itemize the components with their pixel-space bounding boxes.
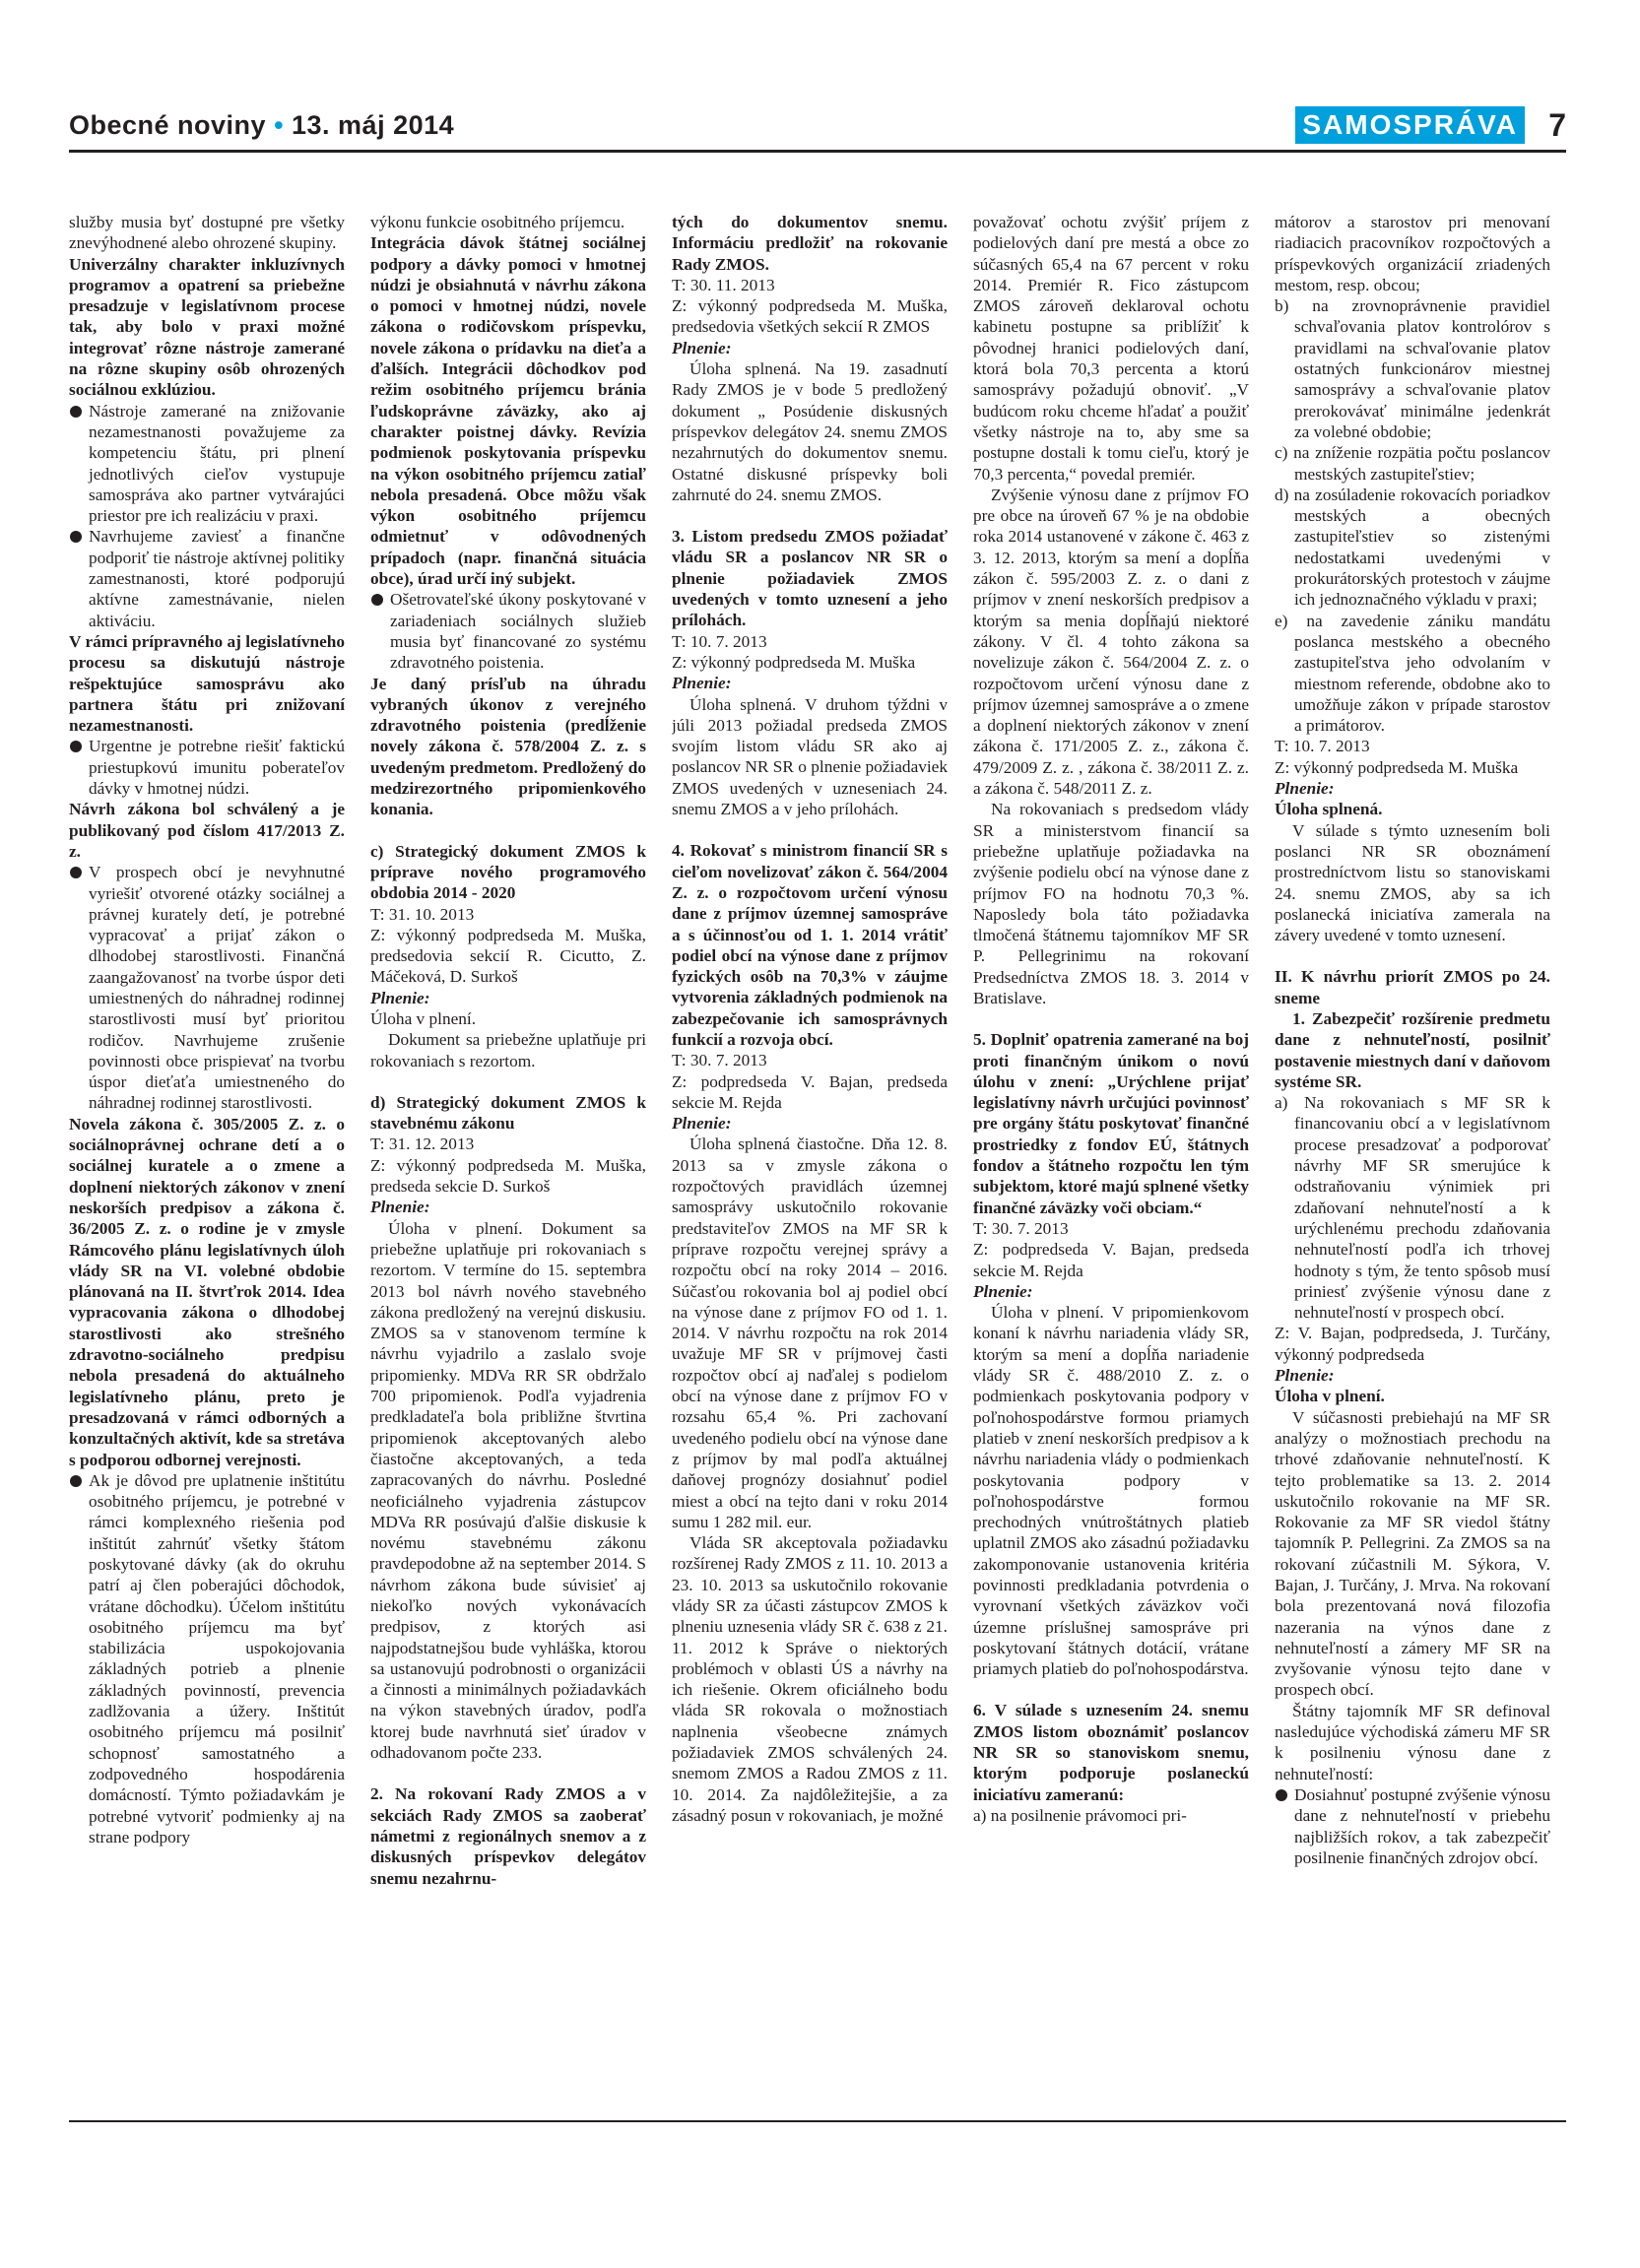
section-heading: 5. Doplniť opatrenia zamerané na boj proti finančným únikom o novú úlohu v znení: „Urýchlene prijať legislatívny návrh určujúci povinnosť pre orgány štátu poskytovať finančné prostriedky z fondov EÚ, štátnych fondov a štátneho rozpočtu len tým subjektom, ktoré majú splnené všetky finančné záväzky voči obciam.“ xyxy=(973,1030,1249,1217)
paragraph: Štátny tajomník MF SR definoval nasledujúce východiská zámeru MF SR k posilneniu výnosu dane z nehnuteľností: xyxy=(1275,1701,1550,1783)
bold-paragraph: Je daný prísľub na úhradu vybraných úkonov z verejného zdravotného poistenia (predĺženie novely zákona č. 578/2004 Z. z. s uvedeným predmetom. Predložený do medzirezortného pripomienkového konania. xyxy=(370,674,646,819)
paragraph: služby musia byť dostupné pre všetky znevýhodnené alebo ohrozené skupiny. xyxy=(69,213,345,253)
paragraph: T: 31. 10. 2013 xyxy=(370,904,475,924)
bold-paragraph: Novela zákona č. 305/2005 Z. z. o sociálnoprávnej ochrane detí a o sociálnej kuratele a o zmene a doplnení niektorých zákonov v znení neskorších predpisov a zákona č. 36/2005 Z. z. o rodine je v zmysle Rámcového plánu legislatívnych úloh vlády SR na VI. volebné obdobie plánovaná na II. štvrťrok 2014. Idea vypracovania zákona o dlhodobej starostlivosti ako strešného zdravotno-sociálneho predpisu nebola presadená do aktuálneho legislatívneho plánu, preto je presadzovaná v rámci odborných a konzultačných aktivít, kde sa stretáva s podporou odbornej verejnosti. xyxy=(69,1114,345,1469)
paragraph: Z: výkonný podpredseda M. Muška, predsedovia sekcií R. Cicutto, Z. Máčeková, D. Surkoš xyxy=(370,925,646,987)
text-column-5 xyxy=(1275,212,1550,2107)
plnenie-label: Plnenie: xyxy=(973,1281,1033,1301)
paragraph: Z: výkonný podpredseda M. Muška xyxy=(672,652,916,672)
paragraph: Úloha splnená. V druhom týždni v júli 2013 požiadal predseda ZMOS svojím listom vládu SR ako aj poslancov NR SR o plnenie požiadaviek ZMOS uvedených v uzneseniach 24. snemu ZMOS a v jeho prílohách. xyxy=(672,694,948,819)
bold-paragraph: Integrácia dávok štátnej sociálnej podpory a dávky pomoci v hmotnej núdzi je obsiahnutá v návrhu zákona o pomoci v hmotnej núdzi, novele zákona o rodičovskom príspevku, novele zákona o prídavku na dieťa a ďalších. Integrácii dôchodkov pod režim osobitného príjemcu bránia ľudskoprávne záväzky, ako aj charakter poistnej dávky. Revízia podmienok poskytovania príspevku na výkon osobitného príjemcu zatiaľ nebola presadená. Obce môžu však výkon osobitného príjemcu odmietnuť v odôvodnených prípadoch (napr. finančná situácia obce), úrad určí iný subjekt. xyxy=(370,233,646,589)
bullet-item: Ošetrovateľské úkony poskytované v zariadeniach sociálnych služieb musia byť financované zo systému zdravotného poistenia. xyxy=(370,589,646,673)
paragraph: Z: V. Bajan, podpredseda, J. Turčány, výkonný podpredseda xyxy=(1275,1324,1550,1364)
bullet-item: Nástroje zamerané na znižovanie nezamestnanosti považujeme za kompetenciu štátu, pri plnení jednotlivých cieľov vystupuje samospráva ako partner vytvárajúci priestor pre ich realizáciu v praxi. xyxy=(69,401,345,527)
list-item: d) na zosúladenie rokovacích poriadkov mestských a obecných zastupiteľstiev so zistenými nedostatkami uvedenými v prokurátorských protestoch v záujme ich jednoznačného výkladu v praxi; xyxy=(1275,485,1550,610)
paragraph: T: 10. 7. 2013 xyxy=(1275,737,1370,756)
paragraph: T: 30. 7. 2013 xyxy=(672,1051,767,1070)
plnenie-label: Plnenie: xyxy=(672,1114,732,1134)
masthead xyxy=(69,106,1566,148)
bold-paragraph: Úloha v plnení. xyxy=(1275,1387,1385,1406)
section-badge: SAMOSPRÁVA xyxy=(1295,106,1525,144)
paragraph: považovať ochotu zvýšiť príjem z podielových daní pre mestá a obce zo súčasných 65,4 na 67 percent v roku 2014. Premiér R. Fico zástupcom ZMOS zároveň deklaroval ochotu kabinetu postupne sa priblížiť k pôvodnej hranici podielových daní, ktorá bola 70,3 percenta a ktorú samosprávy požadujú obnoviť. „V budúcom roku chceme hľadať a použiť všetky nástroje na to, aby sme sa postupne dostali k tomu cieľu, ktorý je 70,3 percenta,“ povedal premiér. xyxy=(973,213,1249,484)
paragraph: Úloha v plnení. Dokument sa priebežne uplatňuje pri rokovaniach s rezortom. V termíne do 15. septembra 2013 bol návrh nového stavebného zákona predložený na verejnú diskusiu. ZMOS sa v stanovenom termíne k návrhu vyjadrilo a zaslalo svoje pripomienky. MDVa RR SR obdržalo 700 pripomienok. Podľa vyjadrenia predkladateľa bola približne štvrtina pripomienok akceptovaných alebo čiastočne akceptovaných, a teda zapracovaných do návrhu. Posledné neoficiálneho vyjadrenia zástupcov MDVa RR posúvajú ďalšie diskusie k novému stavebnému zákonu pravdepodobne až na september 2014. S návrhom zákona bude súvisieť aj niekoľko nových vykonávacích predpisov, z ktorých asi najpodstatnejšou bude vyhláška, ktorou sa ustanovujú podrobnosti o organizácii a činnosti a minimálnych požiadavkách na výkon stavebných úradov, podľa ktorej bude navrhnutá sieť úradov v odhadovanom počte 233. xyxy=(370,1218,646,1763)
bold-paragraph: 1. Zabezpečiť rozšírenie predmetu dane z nehnuteľností, posilniť postavenie miestnych daní v daňovom systéme SR. xyxy=(1275,1008,1550,1091)
list-item: a) Na rokovaniach s MF SR k financovaniu obcí a v legislatívnom procese presadzovať a podporovať návrhy MF SR smerujúce k odstraňovaniu výnimiek pri zdaňovaní nehnuteľností a k urýchlenému prechodu zdaňovania nehnuteľností podľa ich trhovej hodnoty s tým, že tento spôsob musí priniesť zvýšenie výnosu dane z nehnuteľností v prospech obcí. xyxy=(1275,1093,1550,1323)
paragraph: T: 30. 11. 2013 xyxy=(672,275,775,294)
paragraph: Úloha v plnení. V pripomienkovom konaní k návrhu nariadenia vlády SR, ktorým sa mení a dopĺňa nariadenie vlády SR č. 488/2010 Z. z. o podmienkach poskytovania podpory v poľnohospodárstve formou priamych platieb v znení neskorších predpisov a k návrhu nariadenia vlády o podmienkach poskytovania podpory v poľnohospodárstve formou prechodných vnútroštátnych platieb uplatnil ZMOS ako zásadnú požiadavku zakomponovanie ustanovenia kritéria povinnosti predkladania potvrdenia o vyrovnaní všetkých záväzkov voči územne príslušnej samospráve pri poskytovaní štátnych dotácií, vrátane priamych platieb do poľnohospodárstva. xyxy=(973,1303,1249,1679)
paragraph: Vláda SR akceptovala požiadavku rozšírenej Rady ZMOS z 11. 10. 2013 a 23. 10. 2013 sa uskutočnilo rokovanie vlády SR za účasti zástupcov ZMOS k plneniu uznesenia vlády SR č. 638 z 21. 11. 2012 k Správe o niektorých problémoch v oblasti ÚS a návrhy na ich riešenie. Okrem oficiálneho bodu vláda SR rokovala o možnostiach naplnenia všeobecne známych požiadaviek ZMOS schválených 24. snemom ZMOS a Radou ZMOS z 11. 10. 2014. Za najdôležitejšie, a za zásadný posun v rokovaniach, je možné xyxy=(672,1533,948,1825)
masthead-title xyxy=(69,110,454,141)
paragraph: Z: výkonný podpredseda M. Muška xyxy=(1275,757,1519,777)
paragraph: T: 30. 7. 2013 xyxy=(973,1218,1069,1238)
section-heading: 2. Na rokovaní Rady ZMOS a v sekciách Rady ZMOS sa zaoberať námetmi z regionálnych snemov a z diskusných príspevkov delegátov snemu nezahrnu- xyxy=(370,1784,646,1888)
section-heading: II. K návrhu priorít ZMOS po 24. sneme xyxy=(1275,967,1550,1007)
paragraph: T: 10. 7. 2013 xyxy=(672,631,767,651)
footer-rule xyxy=(69,2120,1566,2122)
page-number: 7 xyxy=(1548,107,1566,143)
paragraph: Úloha splnená čiastočne. Dňa 12. 8. 2013 sa v zmysle zákona o rozpočtových pravidlách územnej samosprávy uskutočnilo rokovanie predstaviteľov ZMOS na MF SR k príprave rozpočtu verejnej správy a rozpočtu obcí na roky 2014 – 2016. Súčasťou rokovania bol aj podiel obcí na výnose dane z príjmov FO od 1. 1. 2014. V návrhu rozpočtu na rok 2014 uvažuje MF SR v príjmovej časti rozpočtov obcí aj naďalej s podielom obcí na výnose dane z príjmov FO v rozsahu 65,4 %. Pri zachovaní uvedeného podielu obcí na výnose dane z príjmov by mal podľa aktuálnej daňovej prognózy dosiahnuť podiel miest a obcí na tejto dani v roku 2014 sumu 1 282 mil. eur. xyxy=(672,1134,948,1531)
paper-name: Obecné noviny xyxy=(69,110,267,140)
paragraph: mátorov a starostov pri menovaní riadiacich pracovníkov rozpočtových a príspevkových organizácií zriadených mestom, resp. obcou; xyxy=(1275,213,1550,294)
plnenie-label: Plnenie: xyxy=(1275,779,1335,799)
plnenie-label: Plnenie: xyxy=(370,1198,430,1217)
text-column-2 xyxy=(370,212,646,2107)
list-item: a) na posilnenie právomoci pri- xyxy=(973,1805,1187,1825)
paragraph: Z: výkonný podpredseda M. Muška, predseda sekcie D. Surkoš xyxy=(370,1155,646,1197)
text-column-4 xyxy=(973,212,1249,2107)
section-heading: 4. Rokovať s ministrom financií SR s cieľom novelizovať zákon č. 564/2004 Z. z. o rozpočtovom určení výnosu dane z príjmov územnej samospráve a s účinnosťou od 1. 1. 2014 vrátiť podiel obcí na výnose dane z príjmov fyzických osôb na 70,3% v záujme vytvorenia základných podmienok na zabezpečovanie ich samosprávnych funkcií a rozvoja obcí. xyxy=(672,841,948,1049)
header-rule xyxy=(69,150,1566,153)
paragraph: Zvýšenie výnosu dane z príjmov FO pre obce na úroveň 67 % je na obdobie roka 2014 ustanovené v zákone č. 463 z 3. 12. 2013, ktorým sa mení a dopĺňa zákon č. 595/2003 Z. z. o dani z príjmov v znení neskorších predpisov a ktorým sa menia dopĺňajú niektoré zákony. V čl. 4 tohto zákona sa novelizuje zákon č. 564/2004 Z. z. o rozpočtovom určení výnosu dane z príjmov územnej samospráve a o zmene a doplnení niektorých zákonov v znení zákona č. 171/2005 Z. z., zákona č. 479/2009 Z. z. , zákona č. 38/2011 Z. z. a zákona č. 548/2011 Z. z. xyxy=(973,485,1249,799)
paragraph: Z: podpredseda V. Bajan, predseda sekcie M. Rejda xyxy=(973,1240,1249,1280)
plnenie-label: Plnenie: xyxy=(370,988,430,1007)
paragraph: Na rokovaniach s predsedom vlády SR a ministerstvom financií sa priebežne uplatňuje požiadavka na zvýšenie podielu obcí na výnose dane z príjmov FO na hodnotu 70,3 %. Naposledy bola táto požiadavka tlmočená štátnemu tajomníkov MF SR P. Pellegrinimu na rokovaní Predsedníctva ZMOS 18. 3. 2014 v Bratislave. xyxy=(973,800,1249,1007)
list-item: e) na zavedenie zániku mandátu poslanca mestského a obecného zastupiteľstva jeho odvolaním v miestnom referende, obdobne ako to umožňuje zákon v prípade starostov a primátorov. xyxy=(1275,611,1550,736)
list-item: c) na zníženie rozpätia počtu poslancov mestských zastupiteľstiev; xyxy=(1275,443,1550,484)
paragraph: Z: podpredseda V. Bajan, predseda sekcie M. Rejda xyxy=(672,1071,948,1112)
bullet-item: Dosiahnuť postupné zvýšenie výnosu dane z nehnuteľností v priebehu najbližších rokov, a tak zabezpečiť posilnenie finančných zdrojov obcí. xyxy=(1275,1784,1550,1868)
separator-dot: • xyxy=(274,110,285,140)
bold-paragraph: Návrh zákona bol schválený a je publikovaný pod číslom 417/2013 Z. z. xyxy=(69,800,345,861)
plnenie-label: Plnenie: xyxy=(672,674,732,693)
section-heading: c) Strategický dokument ZMOS k príprave nového programového obdobia 2014 - 2020 xyxy=(370,841,646,903)
bullet-item: Urgentne je potrebne riešiť faktickú priestupkovú imunitu poberateľov dávky v hmotnej núdzi. xyxy=(69,736,345,799)
text-column-3 xyxy=(672,212,948,2107)
paragraph: Z: výkonný podpredseda M. Muška, predsedovia všetkých sekcií R ZMOS xyxy=(672,296,948,337)
paragraph: V súčasnosti prebiehajú na MF SR analýzy o možnostiach prechodu na trhové zdaňovanie nehnuteľností. K tejto problematike sa 13. 2. 2014 uskutočnilo rokovanie na MF SR. Rokovanie za MF SR viedol štátny tajomník P. Pellegrini. Za ZMOS sa na rokovaní zúčastnili M. Sýkora, V. Bajan, J. Turčány, J. Mrva. Na rokovaní bola prezentovaná nová filozofia nazerania na výnos dane z nehnuteľností a zámery MF SR na zvyšovanie výnosu tejto dane v prospech obcí. xyxy=(1275,1407,1550,1700)
list-item: b) na zrovnoprávnenie pravidiel schvaľovania platov kontrolórov s pravidlami na schvaľovanie platov ostatných funkcionárov miestnej samosprávy a schvaľovanie platov prerokovávať minimálne jedenkrát za volebné obdobie; xyxy=(1275,296,1550,441)
plnenie-label: Plnenie: xyxy=(1275,1366,1335,1386)
paragraph: Úloha v plnení. xyxy=(370,1008,477,1028)
bullet-item: V prospech obcí je nevyhnutné vyriešiť otvorené otázky sociálnej a právnej kurately detí, je potrebné vypracovať a prijať zákon o dlhodobej starostlivosti. Finančná zaangažovanosť na tvorbe úspor deti umiestnených do náhradnej rodinnej starostlivosti musí byť prioritou rodičov. Navrhujeme zrušenie povinnosti obce prispievať na tvorbu úspor dieťaťa umiestneného do náhradnej rodinnej starostlivosti. xyxy=(69,862,345,1114)
paragraph: V súlade s týmto uznesením boli poslanci NR SR oboznámení prostredníctvom listu so stanoviskami 24. snemu ZMOS, aby sa ich poslanecká iniciatíva zamerala na závery uvedené v tomto uznesení. xyxy=(1275,820,1550,945)
section-heading: d) Strategický dokument ZMOS k stavebnému zákonu xyxy=(370,1092,646,1134)
paragraph: Úloha splnená. Na 19. zasadnutí Rady ZMOS je v bode 5 predložený dokument „ Posúdenie diskusných príspevkov delegátov 24. snemu ZMOS nezahrnutých do dokumentov snemu. Ostatné diskusné príspevky boli zahrnuté do 24. snemu ZMOS. xyxy=(672,359,948,504)
bold-paragraph: Univerzálny charakter inkluzívnych programov a opatrení sa priebežne presadzuje v legislatívnom procese tak, aby bolo v praxi možné integrovať rôzne nástroje zamerané na rôzne skupiny osôb ohrozených sociálnou exklúziou. xyxy=(69,254,345,400)
paragraph: T: 31. 12. 2013 xyxy=(370,1134,475,1154)
section-heading: 3. Listom predsedu ZMOS požiadať vládu SR a poslancov NR SR o plnenie požiadaviek ZMOS uvedených v tomto uznesení a jeho prílohách. xyxy=(672,527,948,630)
bold-paragraph: Úloha splnená. xyxy=(1275,800,1383,819)
text-column-1 xyxy=(69,212,345,2107)
paragraph: Dokument sa priebežne uplatňuje pri rokovaniach s rezortom. xyxy=(370,1030,646,1070)
bold-paragraph: V rámci prípravného aj legislatívneho procesu sa diskutujú nástroje rešpektujúce samosprávu ako partnera štátu pri znižovaní nezamestnanosti. xyxy=(69,631,345,736)
bullet-item: Navrhujeme zaviesť a finančne podporiť tie nástroje aktívnej politiky zamestnanosti, ktoré podporujú aktívne zamestnávanie, nielen aktiváciu. xyxy=(69,526,345,630)
bullet-item: Ak je dôvod pre uplatnenie inštitútu osobitného príjemcu, je potrebné v rámci komplexného riešenia pod inštitút zahrnúť všetky štátom poskytované dávky (ak do okruhu patrí aj člen poberajúci dôchodok, vrátane dôchodku). Účelom inštitútu osobitného príjemcu ma byť stabilizácia uspokojovania základných potrieb a plnenie základných povinností, prevencia zadlžovania a úžery. Inštitút osobitného príjemcu má posilniť schopnosť samostatného a zodpovedného hospodárenia domácností. Týmto požiadavkám je potrebné vytvoriť podmienky aj na strane podpory xyxy=(69,1470,345,1847)
paragraph: výkonu funkcie osobitného príjemcu. xyxy=(370,213,625,231)
section-heading: 6. V súlade s uznesením 24. snemu ZMOS listom oboznámiť poslancov NR SR so stanoviskom snemu, ktorým podporuje poslaneckú iniciatívu zameranú: xyxy=(973,1701,1249,1804)
plnenie-label: Plnenie: xyxy=(672,338,732,357)
issue-date: 13. máj 2014 xyxy=(292,110,455,140)
bold-paragraph: tých do dokumentov snemu. Informáciu predložiť na rokovanie Rady ZMOS. xyxy=(672,213,948,274)
